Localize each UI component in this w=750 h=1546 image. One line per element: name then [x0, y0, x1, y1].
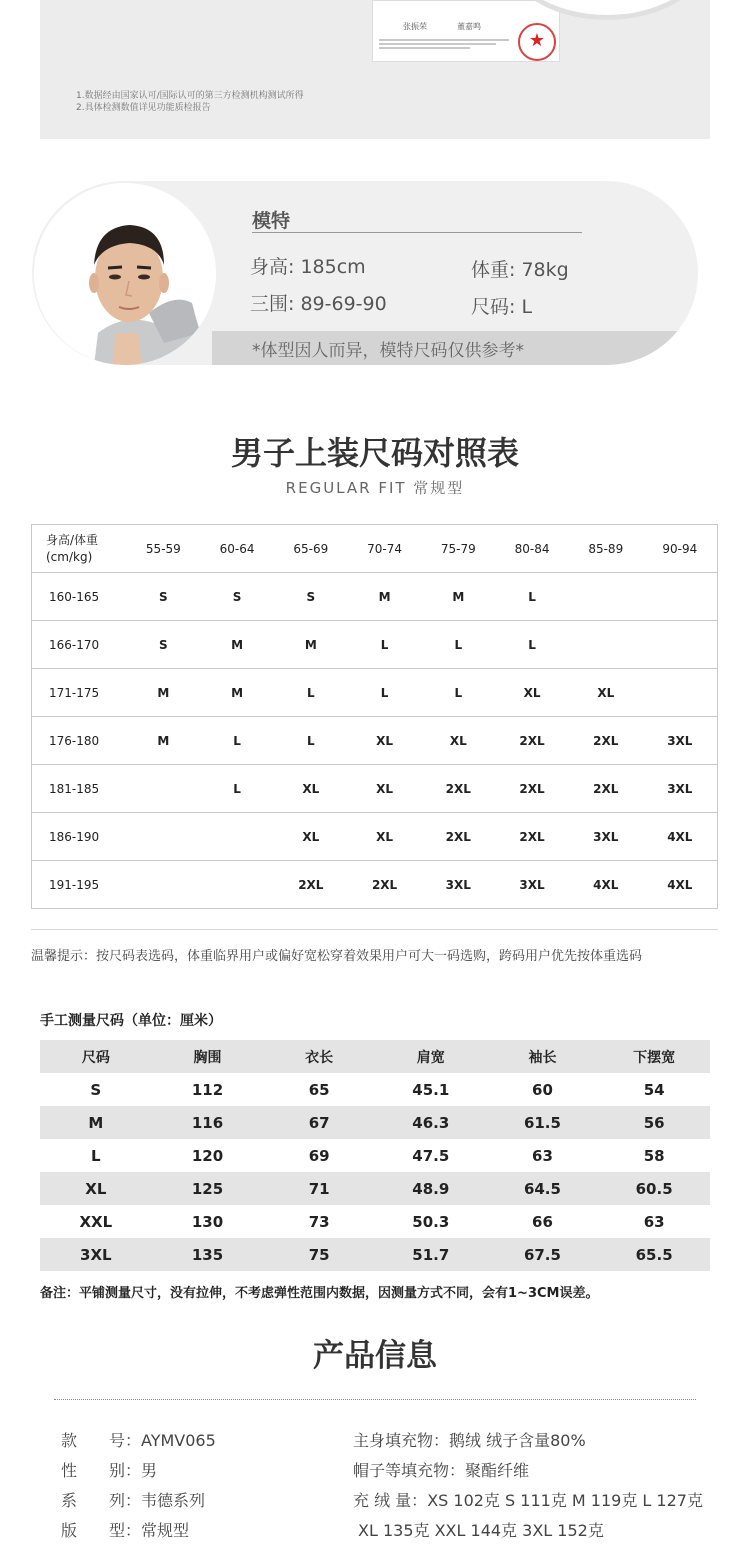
size-cell: [127, 765, 201, 813]
measurement-cell: 63: [532, 1146, 553, 1165]
measurement-cell: 45.1: [412, 1080, 450, 1099]
size-cell: L: [200, 765, 274, 813]
size-cell: 4XL: [569, 861, 643, 909]
size-cell: XL: [348, 765, 422, 813]
certificate-fine-print: [379, 39, 509, 53]
size-cell: M: [200, 621, 274, 669]
measurement-cell: 112: [191, 1080, 224, 1099]
size-cell: XL: [274, 813, 348, 861]
model-height: [250, 252, 366, 279]
measurement-cell: 130: [191, 1212, 224, 1231]
measurement-cell: 61.5: [487, 1106, 599, 1139]
model-title: 模特: [252, 210, 291, 232]
size-cell: 4XL: [643, 813, 718, 861]
series-label: 系 列：: [61, 1491, 142, 1510]
size-cell: 4XL: [643, 861, 718, 909]
measurement-cell: 116: [152, 1106, 264, 1139]
measurement-row: [40, 1106, 710, 1139]
measurement-cell: XL: [40, 1172, 152, 1205]
size-cell: L: [495, 573, 569, 621]
size-cell: M: [200, 669, 274, 717]
certificate-signature-left: 张振荣: [403, 22, 427, 31]
size-cell: [127, 861, 201, 909]
model-avatar: [34, 183, 216, 365]
measurement-title: 手工测量尺码（单位：厘米）: [40, 1013, 222, 1029]
product-info-title: 产品信息: [313, 1338, 437, 1374]
weight-column-header: 85-89: [569, 525, 643, 573]
size-chart-table: [31, 524, 718, 909]
model-measurements-label: 三围:: [250, 293, 295, 315]
item-number: [61, 1428, 216, 1451]
measurement-header: 下摆宽: [598, 1040, 710, 1073]
size-tip: 温馨提示：按尺码表选码，体重临界用户或偏好宽松穿着效果用户可大一码选购，跨码用户优先按体重选码: [31, 949, 643, 964]
size-cell: M: [127, 717, 201, 765]
measurement-cell: 48.9: [375, 1172, 487, 1205]
measurement-cell: 60.5: [598, 1172, 710, 1205]
measurement-cell: L: [91, 1146, 101, 1165]
certificate-panel: [40, 0, 710, 139]
size-cell: XL: [569, 669, 643, 717]
size-cell: [200, 861, 274, 909]
size-cell: M: [421, 573, 495, 621]
measurement-row: [40, 1172, 710, 1205]
series-value: 韦德系列: [141, 1491, 206, 1510]
model-note: *体型因人而异，模特尺码仅供参考*: [252, 341, 524, 361]
hood-fill-label: 帽子等填充物：: [353, 1461, 466, 1480]
size-cell: XL: [495, 669, 569, 717]
size-cell: 3XL: [643, 717, 718, 765]
measurement-cell: 58: [643, 1146, 665, 1165]
weight-column-header: 65-69: [274, 525, 348, 573]
size-cell: [569, 621, 643, 669]
fill-amount: [353, 1488, 703, 1511]
size-chart-corner-label: [32, 525, 127, 573]
measurement-header-row: [40, 1040, 710, 1073]
size-cell: XL: [274, 765, 348, 813]
size-chart-corner-line2: (cm/kg): [46, 549, 93, 564]
body-fill-label: 主身填充物：: [353, 1431, 450, 1450]
measurement-cell: 135: [152, 1238, 264, 1271]
height-range-label: 166-170: [32, 621, 127, 669]
measurement-cell: 125: [152, 1172, 264, 1205]
weight-column-header: 55-59: [127, 525, 201, 573]
size-cell: 3XL: [569, 813, 643, 861]
section-divider: [31, 929, 718, 930]
gender-value: 男: [141, 1461, 158, 1480]
certificate-stamp-icon: ★: [518, 23, 556, 61]
item-number-value: AYMV065: [141, 1431, 216, 1450]
size-chart-row: [32, 765, 718, 813]
height-range-label: 171-175: [32, 669, 127, 717]
measurement-cell: 56: [598, 1106, 710, 1139]
fit-label: 版 型：: [61, 1521, 142, 1540]
size-cell: M: [348, 573, 422, 621]
measurement-cell: 60: [532, 1080, 553, 1099]
hood-fill-value: 聚酯纤维: [465, 1461, 530, 1480]
size-chart-row: [32, 621, 718, 669]
model-height-label: 身高:: [250, 256, 295, 278]
size-chart-row: [32, 717, 718, 765]
body-fill: [353, 1428, 586, 1451]
measurement-note: 备注：平铺测量尺寸，没有拉伸，不考虑弹性范围内数据，因测量方式不同，会有1~3CM误差。: [40, 1286, 599, 1301]
model-size-label: 尺码:: [471, 296, 516, 318]
measurement-cell: 47.5: [412, 1146, 450, 1165]
size-cell: [643, 621, 718, 669]
model-measurements-value: 89-69-90: [300, 293, 387, 315]
measurement-row: [40, 1139, 710, 1172]
measurement-cell: 67: [263, 1106, 375, 1139]
size-cell: L: [274, 717, 348, 765]
gender: [61, 1458, 157, 1481]
height-range-label: 191-195: [32, 861, 127, 909]
weight-column-header: 75-79: [421, 525, 495, 573]
measurement-cell: S: [90, 1080, 102, 1099]
height-range-label: 176-180: [32, 717, 127, 765]
measurement-header: 袖长: [487, 1040, 599, 1073]
size-chart-header-row: [32, 525, 718, 573]
certificate-note-2: 2.具体检测数值详见功能质检报告: [76, 103, 211, 113]
measurement-cell: 73: [308, 1212, 330, 1231]
measurement-cell: 67.5: [487, 1238, 599, 1271]
measurement-row: [40, 1073, 710, 1106]
model-weight-value: 78kg: [521, 259, 569, 281]
weight-column-header: 90-94: [643, 525, 718, 573]
size-cell: L: [348, 621, 422, 669]
size-cell: 3XL: [643, 765, 718, 813]
size-cell: XL: [348, 717, 422, 765]
weight-column-header: 70-74: [348, 525, 422, 573]
size-cell: L: [495, 621, 569, 669]
size-cell: 3XL: [421, 861, 495, 909]
height-range-label: 186-190: [32, 813, 127, 861]
model-title-divider: [252, 232, 582, 233]
size-chart-title: 男子上装尺码对照表: [230, 434, 519, 472]
size-chart-corner-line1: 身高/体重: [46, 532, 99, 547]
size-cell: L: [421, 621, 495, 669]
measurement-header: 衣长: [263, 1040, 375, 1073]
size-cell: 3XL: [495, 861, 569, 909]
measurement-cell: 71: [263, 1172, 375, 1205]
size-chart-row: [32, 669, 718, 717]
height-range-label: 160-165: [32, 573, 127, 621]
size-cell: [643, 573, 718, 621]
size-cell: 2XL: [421, 813, 495, 861]
measurement-cell: XXL: [79, 1212, 113, 1231]
size-chart-subtitle: REGULAR FIT 常规型: [285, 479, 465, 497]
model-size: [471, 292, 532, 319]
model-measurements: [250, 289, 387, 316]
measurement-cell: 50.3: [412, 1212, 450, 1231]
measurement-cell: 63: [643, 1212, 665, 1231]
height-range-label: 181-185: [32, 765, 127, 813]
measurement-header: 胸围: [152, 1040, 264, 1073]
model-weight-label: 体重:: [471, 259, 516, 281]
size-cell: 2XL: [274, 861, 348, 909]
measurement-cell: M: [40, 1106, 152, 1139]
size-cell: L: [421, 669, 495, 717]
measurement-header: 肩宽: [375, 1040, 487, 1073]
measurement-row: [40, 1205, 710, 1238]
size-cell: [200, 813, 274, 861]
weight-column-header: 80-84: [495, 525, 569, 573]
dotted-divider: [54, 1399, 696, 1400]
certificate-signature-right: 董嘉鸣: [457, 22, 481, 31]
measurement-cell: 65: [308, 1080, 330, 1099]
model-portrait-image: [34, 183, 216, 365]
size-cell: 2XL: [495, 717, 569, 765]
size-chart-row: [32, 861, 718, 909]
size-cell: S: [200, 573, 274, 621]
measurement-cell: 46.3: [375, 1106, 487, 1139]
measurement-table: [40, 1040, 710, 1271]
gender-label: 性 别：: [61, 1461, 142, 1480]
measurement-cell: 66: [532, 1212, 553, 1231]
measurement-cell: 64.5: [487, 1172, 599, 1205]
size-cell: 2XL: [495, 765, 569, 813]
measurement-cell: 69: [308, 1146, 330, 1165]
size-chart-row: [32, 813, 718, 861]
measurement-row: [40, 1238, 710, 1271]
measurement-header: 尺码: [40, 1040, 152, 1073]
hood-fill: [353, 1458, 529, 1481]
body-fill-value: 鹅绒 绒子含量80%: [449, 1431, 586, 1450]
size-chart-row: [32, 573, 718, 621]
series: [61, 1488, 205, 1511]
measurement-cell: 51.7: [375, 1238, 487, 1271]
size-cell: 2XL: [348, 861, 422, 909]
size-cell: [569, 573, 643, 621]
certificate-note-1: 1.数据经由国家认可/国际认可的第三方检测机构测试所得: [76, 91, 304, 101]
size-cell: XL: [348, 813, 422, 861]
certificate-document: [372, 0, 560, 62]
size-cell: L: [348, 669, 422, 717]
size-cell: S: [274, 573, 348, 621]
size-cell: L: [200, 717, 274, 765]
model-weight: [471, 255, 569, 282]
fill-amount-line2: XL 135克 XXL 144克 3XL 152克: [358, 1521, 604, 1540]
model-size-value: L: [521, 296, 533, 318]
measurement-cell: 65.5: [598, 1238, 710, 1271]
model-card: [32, 181, 698, 365]
measurement-cell: 54: [643, 1080, 665, 1099]
size-cell: [643, 669, 718, 717]
size-cell: M: [274, 621, 348, 669]
size-cell: M: [127, 669, 201, 717]
size-cell: 2XL: [569, 765, 643, 813]
size-cell: S: [127, 573, 201, 621]
size-cell: 2XL: [421, 765, 495, 813]
size-cell: L: [274, 669, 348, 717]
fill-amount-line1: XS 102克 S 111克 M 119克 L 127克: [427, 1491, 703, 1510]
size-cell: 2XL: [569, 717, 643, 765]
size-cell: [127, 813, 201, 861]
measurement-cell: 120: [191, 1146, 224, 1165]
item-number-label: 款 号：: [61, 1431, 142, 1450]
weight-column-header: 60-64: [200, 525, 274, 573]
fit-value: 常规型: [141, 1521, 190, 1540]
size-cell: S: [127, 621, 201, 669]
model-height-value: 185cm: [300, 256, 366, 278]
measurement-cell: 75: [263, 1238, 375, 1271]
certificate-notes: [76, 90, 304, 114]
size-cell: XL: [421, 717, 495, 765]
fill-amount-label: 充 绒 量：: [353, 1491, 428, 1510]
size-cell: 2XL: [495, 813, 569, 861]
measurement-cell: 3XL: [40, 1238, 152, 1271]
fit: [61, 1518, 189, 1541]
